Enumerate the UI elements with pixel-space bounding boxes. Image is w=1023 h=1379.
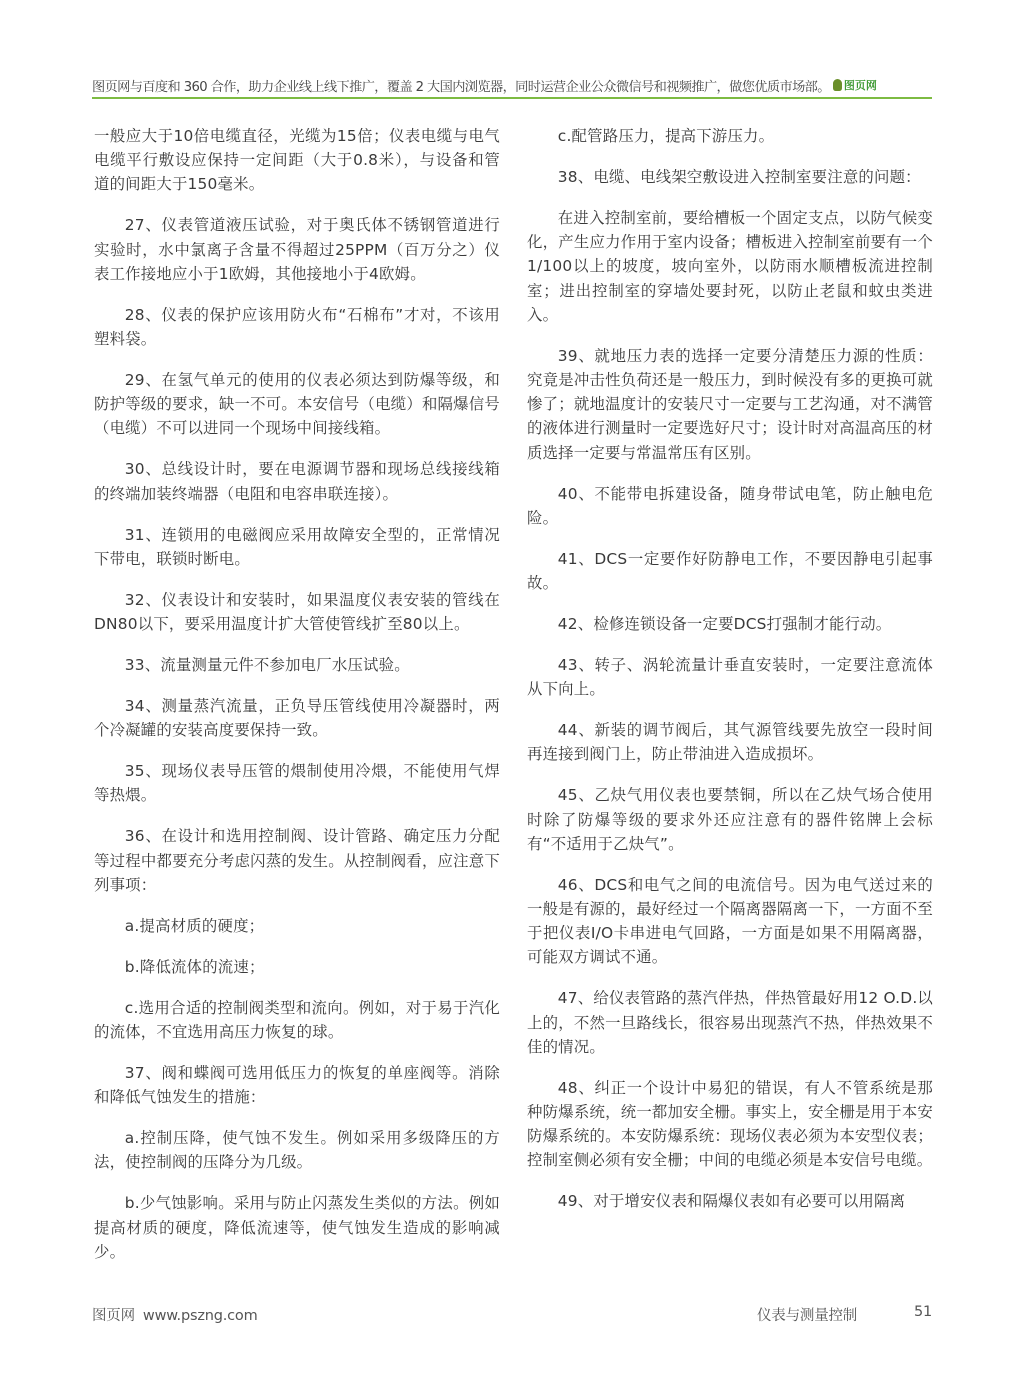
footer-site-url[interactable]: www.pszng.com xyxy=(142,1308,258,1324)
paragraph: 47、给仪表管路的蒸汽伴热，伴热管最好用12 O.D.以上的，不然一旦路线长，很容易出现蒸汽不热，伴热效果不佳的情况。 xyxy=(527,989,934,1056)
paragraph: a.控制压降，使气蚀不发生。例如采用多级降压的方法，使控制阀的压降分为几级。 xyxy=(94,1129,500,1172)
right-column xyxy=(527,124,933,1230)
paragraph: 35、现场仪表导压管的煨制使用冷煨，不能使用气焊等热煨。 xyxy=(94,762,500,805)
header-banner xyxy=(92,74,932,96)
paragraph: 32、仪表设计和安装时，如果温度仪表安装的管线在DN80以下，要采用温度计扩大管使管线扩至80以上。 xyxy=(94,590,500,634)
paragraph: 38、电缆、电线架空敷设进入控制室要注意的问题： xyxy=(557,168,921,186)
paragraph: 36、在设计和选用控制阀、设计管路、确定压力分配等过程中都要充分考虑闪蒸的发生。从控制阀看，应注意下列事项： xyxy=(94,827,500,894)
paragraph: 27、仪表管道液压试验，对于奥氏体不锈钢管道进行实验时，水中氯离子含量不得超过25PPM（百万分之）仪表工作接地应小于1欧姆，其他接地小于4欧姆。 xyxy=(94,216,500,283)
header-banner-text: 图页网与百度和 360 合作，助力企业线上线下推广，覆盖 2 大国内浏览器，同时运营企业公众微信号和视频推广，做您优质市场部。 xyxy=(92,79,830,95)
paragraph: 48、纠正一个设计中易犯的错误，有人不管系统是那种防爆系统，统一都加安全栅。事实上，安全栅是用于本安防爆系统的。本安防爆系统：现场仪表必须为本安型仪表；控制室侧必须有安全栅；中间的电缆必须是本安信号电缆。 xyxy=(527,1078,933,1170)
paragraph: 42、检修连锁设备一定要DCS打强制才能行动。 xyxy=(557,615,892,634)
paragraph: 45、乙炔气用仪表也要禁铜，所以在乙炔气场合使用时除了防爆等级的要求外还应注意有的器件铭牌上会标有“不适用于乙炔气”。 xyxy=(527,786,933,853)
paragraph: 41、DCS一定要作好防静电工作，不要因静电引起事故。 xyxy=(527,549,933,593)
page-number: 51 xyxy=(914,1304,933,1320)
left-column xyxy=(94,124,500,1281)
paragraph: 30、总线设计时，要在电源调节器和现场总线接线箱的终端加装终端器（电阻和电容串联连接）。 xyxy=(94,460,500,503)
paragraph: 40、不能带电拆建设备，随身带试电笔，防止触电危险。 xyxy=(527,484,933,527)
paragraph: 33、流量测量元件不参加电厂水压试验。 xyxy=(124,656,410,675)
footer-site-name: 图页网 xyxy=(92,1308,135,1324)
paragraph: 在进入控制室前，要给槽板一个固定支点，以防气候变化，产生应力作用于室内设备；槽板进入控制室前要有一个1/100以上的坡度，坡向室外，以防雨水顺槽板流进控制室；进出控制室的穿墙处要封死，以防止老鼠和蚊虫类进入。 xyxy=(527,209,933,324)
paragraph: 29、在氢气单元的使用的仪表必须达到防爆等级，和防护等级的要求，缺一不可。本安信号（电缆）和隔爆信号（电缆）不可以进同一个现场中间接线箱。 xyxy=(94,371,500,438)
paragraph: c.选用合适的控制阀类型和流向。例如，对于易于汽化的流体，不宜选用高压力恢复的球。 xyxy=(94,998,500,1042)
header-divider xyxy=(92,97,932,99)
paragraph: 43、转子、涡轮流量计垂直安装时，一定要注意流体从下向上。 xyxy=(527,656,933,699)
logo-text: 图页网 xyxy=(843,79,877,92)
paragraph: 46、DCS和电气之间的电流信号。因为电气送过来的一般是有源的，最好经过一个隔离器隔离一下，一方面不至于把仪表I/O卡串进电气回路，一方面是如果不用隔离器，可能双方调试不通。 xyxy=(527,875,933,967)
paragraph: 39、就地压力表的选择一定要分清楚压力源的性质：究竟是冲击性负荷还是一般压力，到时候没有多的更换可就惨了；就地温度计的安装尺寸一定要与工艺沟通，对不满管的液体进行测量时一定要选好尺寸；设计时对高温高压的材质选择一定要与常温常压有区别。 xyxy=(527,346,933,462)
site-logo[interactable] xyxy=(833,77,877,93)
logo-mark-icon xyxy=(833,79,842,91)
paragraph: 49、对于增安仪表和隔爆仪表如有必要可以用隔离 xyxy=(557,1192,906,1211)
paragraph: 一般应大于10倍电缆直径，光缆为15倍；仪表电缆与电气电缆平行敷设应保持一定间距（大于0.8米），与设备和管道的间距大于150毫米。 xyxy=(94,127,500,194)
footer-site xyxy=(92,1304,258,1325)
paragraph: b.降低流体的流速； xyxy=(124,957,265,976)
paragraph: 37、阀和蝶阀可选用低压力的恢复的单座阀等。消除和降低气蚀发生的措施： xyxy=(94,1064,500,1107)
paragraph: 31、连锁用的电磁阀应采用故障安全型的，正常情况下带电，联锁时断电。 xyxy=(94,525,500,568)
paragraph: a.提高材质的硬度； xyxy=(124,916,265,935)
footer-section-title: 仪表与测量控制 xyxy=(757,1308,858,1324)
paragraph: b.少气蚀影响。采用与防止闪蒸发生类似的方法。例如提高材质的硬度，降低流速等，使气蚀发生造成的影响减少。 xyxy=(94,1194,500,1261)
paragraph: c.配管路压力，提高下游压力。 xyxy=(557,127,775,145)
paragraph: 44、新装的调节阀后，其气源管线要先放空一段时间再连接到阀门上，防止带油进入造成损坏。 xyxy=(527,721,933,764)
paragraph: 28、仪表的保护应该用防火布“石棉布”才对，不该用塑料袋。 xyxy=(94,305,500,349)
paragraph: 34、测量蒸汽流量，正负导压管线使用冷凝器时，两个冷凝罐的安装高度要保持一致。 xyxy=(94,697,500,740)
